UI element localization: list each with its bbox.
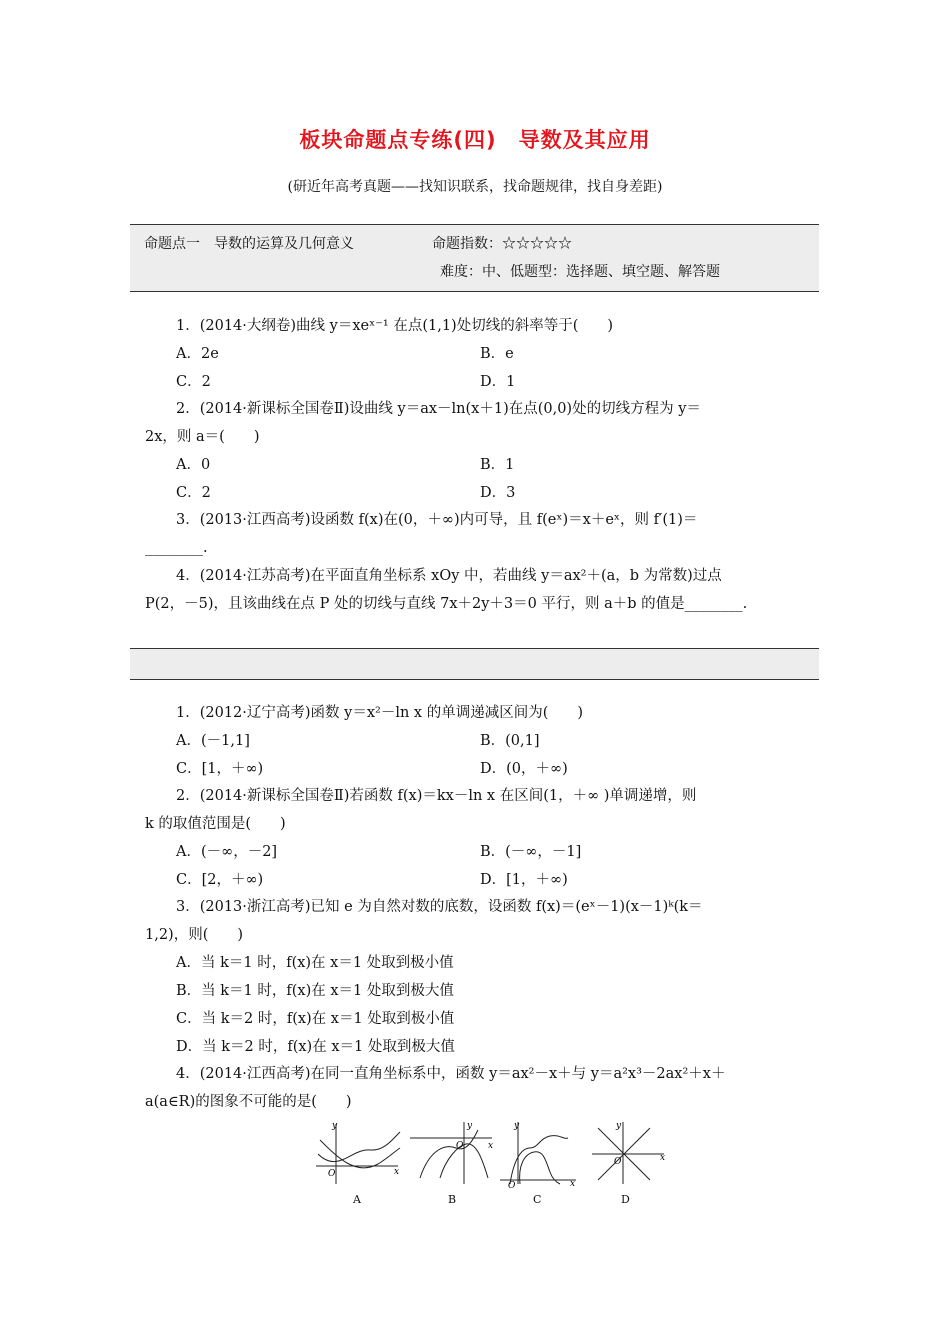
axis-x-label: x — [660, 1153, 666, 1163]
graph-label-c: C — [533, 1193, 542, 1206]
question-1-2-cont: 2x，则 a＝( ) — [145, 429, 260, 445]
origin-label: O — [508, 1181, 516, 1191]
graph-a — [312, 1118, 402, 1188]
axis-y-label: y — [616, 1121, 622, 1131]
section-heading: 命题点一 导数的运算及几何意义 — [144, 236, 354, 252]
option: B．(0,1] — [480, 733, 540, 749]
question-2-2-cont: k 的取值范围是( ) — [145, 816, 286, 832]
graph-label-d: D — [621, 1193, 630, 1206]
graph-c — [494, 1118, 584, 1191]
option: A．(－∞，－2] — [176, 844, 278, 860]
axis-x-label: x — [488, 1141, 494, 1151]
question-1-2: 2．(2014·新课标全国卷Ⅱ)设曲线 y＝ax－ln(x＋1)在点(0,0)处的切线方程为 y＝ — [176, 401, 701, 417]
question-1-3: 3．(2013·江西高考)设函数 f(x)在(0，＋∞)内可导，且 f(eˣ)＝x＋eˣ，则 f′(1)＝ — [176, 512, 698, 528]
option: A．0 — [176, 457, 211, 473]
question-1-3-cont: ________. — [145, 540, 208, 556]
axis-x-label: x — [394, 1167, 400, 1177]
question-1-4: 4．(2014·江苏高考)在平面直角坐标系 xOy 中，若曲线 y＝ax²＋(a，b 为常数)过点 — [176, 568, 722, 584]
option: C．[2，＋∞) — [176, 872, 264, 888]
axis-y-label: y — [467, 1121, 473, 1131]
axis-y-label: y — [514, 1121, 520, 1131]
section-index: 命题指数：☆☆☆☆☆ — [432, 236, 572, 252]
section-difficulty: 难度：中、低题型：选择题、填空题、解答题 — [440, 264, 720, 280]
option: C．2 — [176, 374, 211, 390]
option: A．当 k＝1 时，f(x)在 x＝1 处取到极小值 — [176, 955, 454, 971]
page-title: 板块命题点专练(四) 导数及其应用 — [299, 128, 651, 152]
question-2-2: 2．(2014·新课标全国卷Ⅱ)若函数 f(x)＝kx－ln x 在区间(1，＋∞ )单调递增，则 — [176, 788, 697, 804]
section-banner-2 — [130, 648, 819, 680]
option: B．e — [480, 346, 514, 362]
option: D．当 k＝2 时，f(x)在 x＝1 处取到极大值 — [176, 1039, 455, 1055]
option: C．[1，＋∞) — [176, 761, 264, 777]
page-subtitle: (研近年高考真题——找知识联系，找命题规律，找自身差距) — [287, 179, 663, 195]
option: A．2e — [176, 346, 219, 362]
graph-d — [586, 1118, 676, 1188]
graph-label-a: A — [353, 1193, 361, 1206]
section-banner — [130, 224, 819, 292]
question-1-4-cont: P(2，－5)，且该曲线在点 P 处的切线与直线 7x＋2y＋3＝0 平行，则 a＋b 的值是________. — [145, 596, 748, 612]
option: B．(－∞，－1] — [480, 844, 582, 860]
option: C．2 — [176, 485, 211, 501]
question-2-4-cont: a(a∈R)的图象不可能的是( ) — [145, 1094, 352, 1110]
option: C．当 k＝2 时，f(x)在 x＝1 处取到极小值 — [176, 1011, 455, 1027]
question-2-1: 1．(2012·辽宁高考)函数 y＝x²－ln x 的单调递减区间为( ) — [176, 705, 584, 721]
option: D．1 — [480, 374, 516, 390]
question-1-1: 1．(2014·大纲卷)曲线 y＝xeˣ⁻¹ 在点(1,1)处切线的斜率等于( ) — [176, 318, 614, 334]
origin-label: O — [456, 1141, 464, 1151]
question-2-3: 3．(2013·浙江高考)已知 e 为自然对数的底数，设函数 f(x)＝(eˣ－1)(x－1)ᵏ(k＝ — [176, 899, 703, 915]
option: D．(0，＋∞) — [480, 761, 568, 777]
question-2-3-cont: 1,2)，则( ) — [145, 927, 244, 943]
axis-x-label: x — [570, 1179, 576, 1189]
origin-label: O — [328, 1169, 336, 1179]
graph-label-b: B — [448, 1193, 457, 1206]
option: B．1 — [480, 457, 515, 473]
origin-label: O — [614, 1157, 622, 1167]
graph-b — [406, 1118, 496, 1188]
question-2-4: 4．(2014·江西高考)在同一直角坐标系中，函数 y＝ax²－x＋与 y＝a²x³－2ax²＋x＋ — [176, 1066, 726, 1082]
option: D．[1，＋∞) — [480, 872, 568, 888]
option: B．当 k＝1 时，f(x)在 x＝1 处取到极大值 — [176, 983, 454, 999]
option: A．(－1,1] — [176, 733, 250, 749]
option: D．3 — [480, 485, 516, 501]
axis-y-label: y — [332, 1121, 338, 1131]
